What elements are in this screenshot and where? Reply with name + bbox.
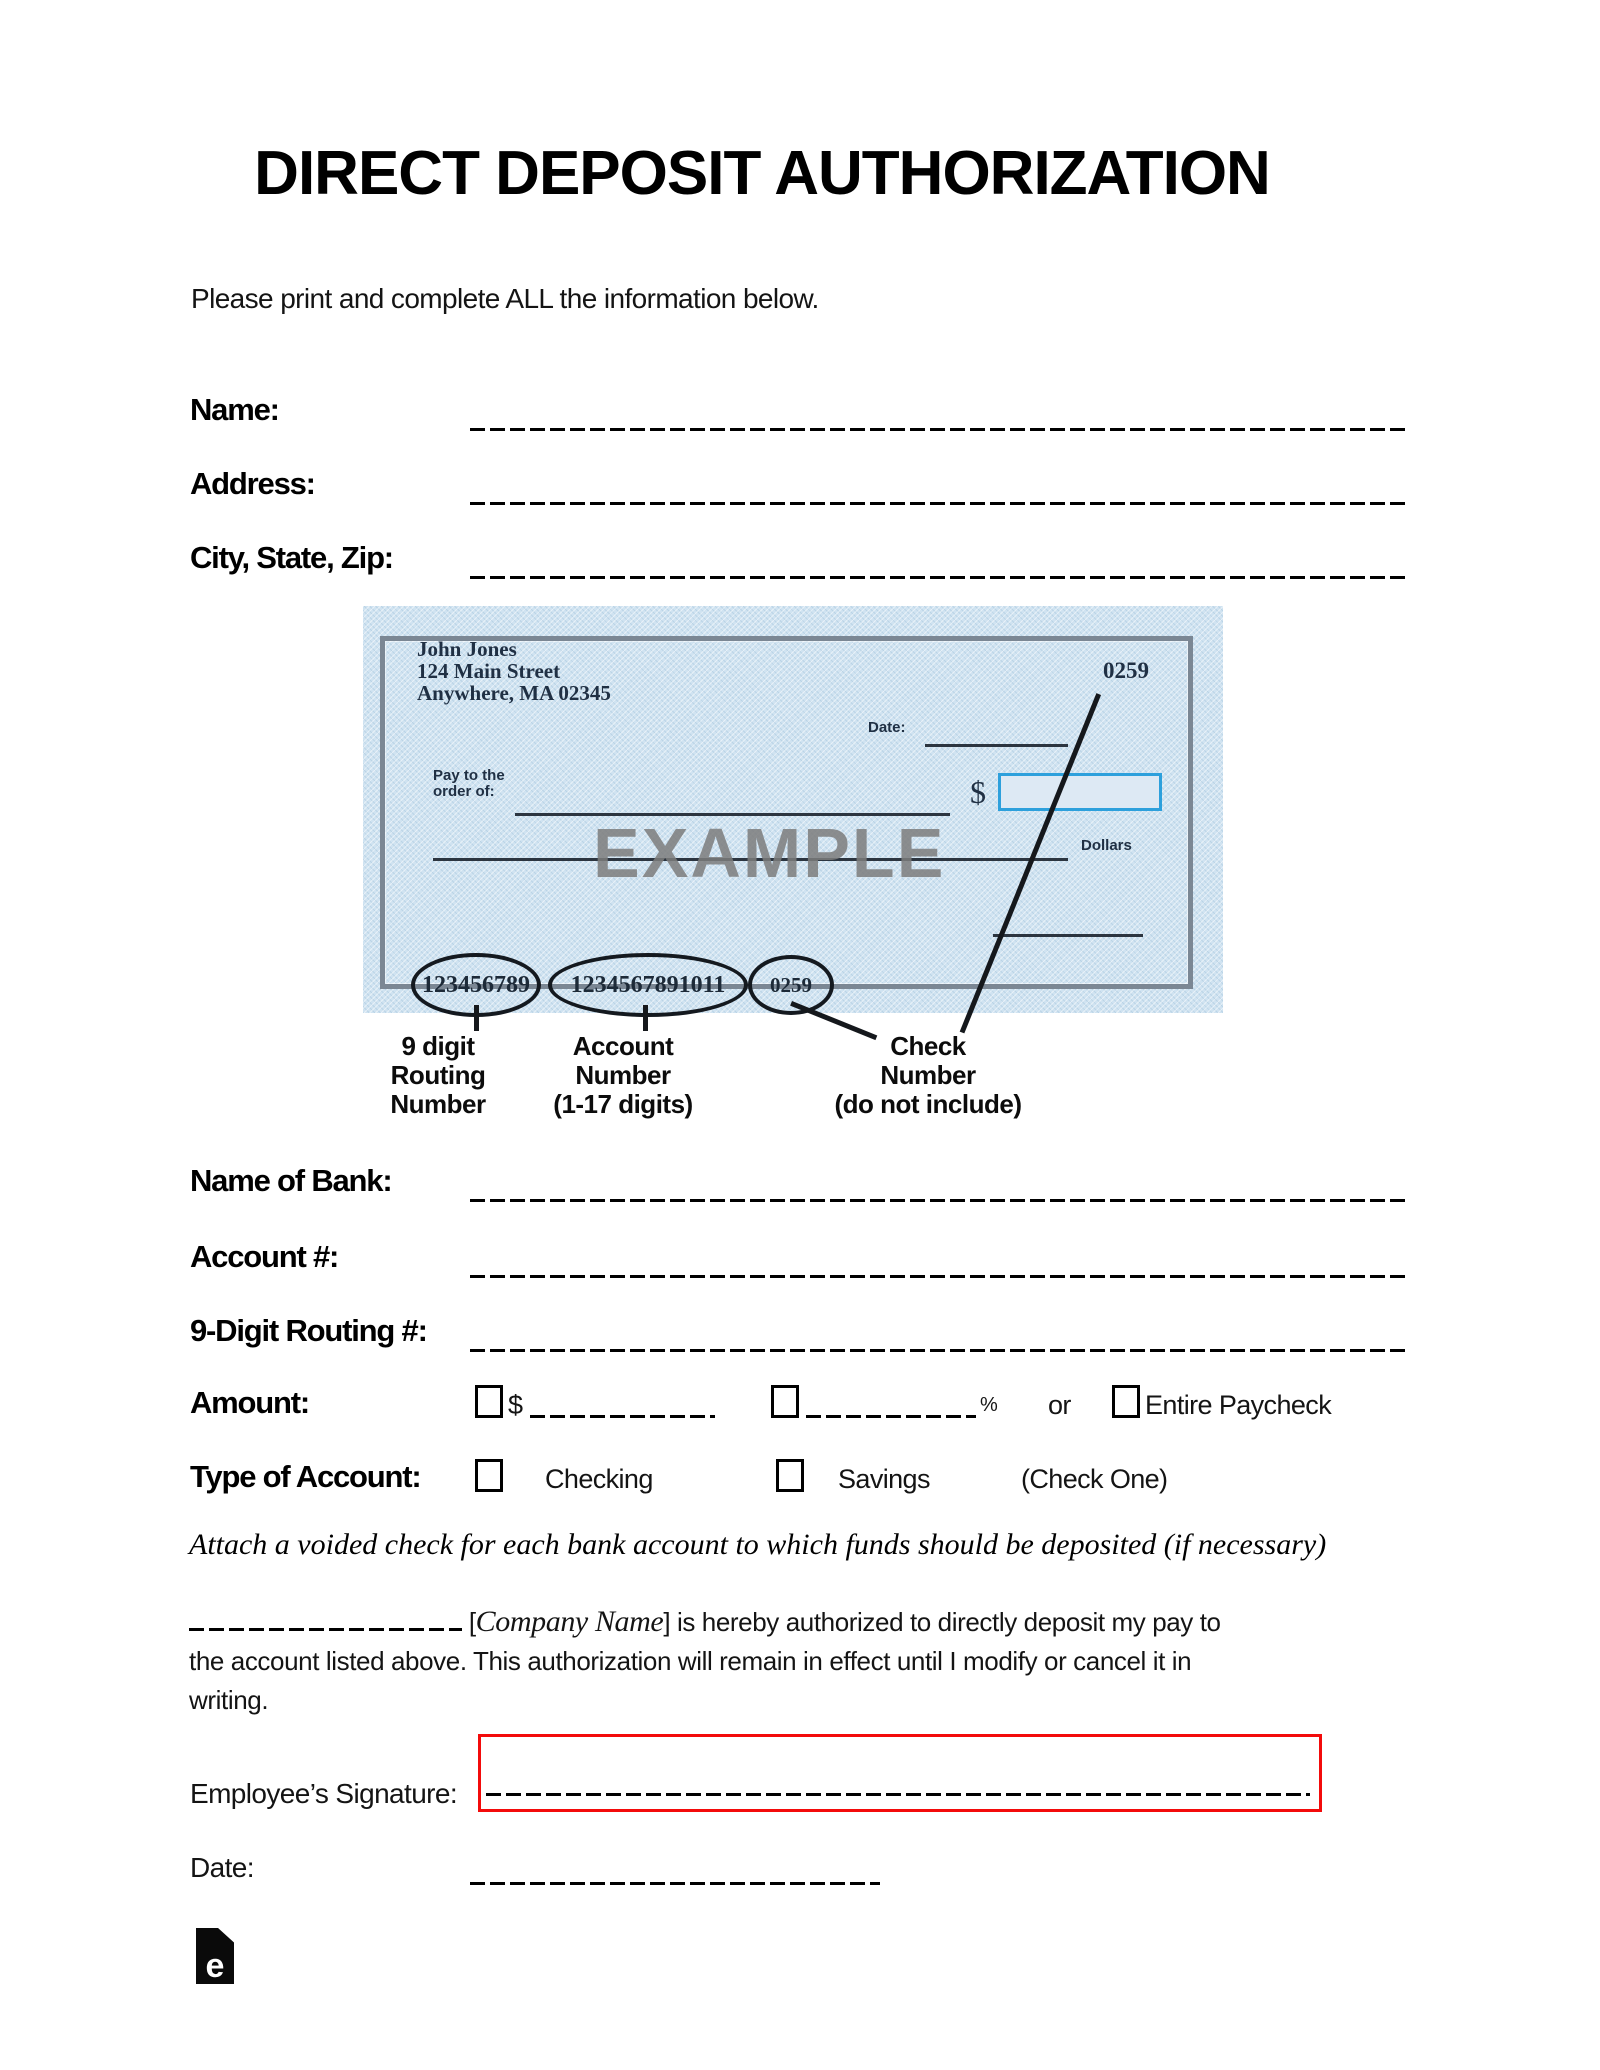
- city-state-zip-label: City, State, Zip:: [190, 540, 393, 575]
- company-name-blank[interactable]: [189, 1609, 462, 1631]
- entire-paycheck-label: Entire Paycheck: [1145, 1390, 1332, 1420]
- authorization-line2-text: the account listed above. This authorization will remain in effect until I modify or cancel it in: [189, 1646, 1192, 1676]
- micr-account-number: 1234567891011: [570, 971, 726, 998]
- check-pay-to-line2: order of:: [433, 783, 495, 800]
- bank-name-label: Name of Bank:: [190, 1163, 392, 1198]
- check-dollars-label: Dollars: [1081, 837, 1132, 854]
- check-date-label: Date:: [868, 719, 906, 736]
- attach-note: Attach a voided check for each bank account to which funds should be deposited (if necessary): [189, 1528, 1327, 1561]
- page-title: DIRECT DEPOSIT AUTHORIZATION: [254, 139, 1270, 208]
- check-one-note: (Check One): [1021, 1464, 1168, 1494]
- check-signature-line: [993, 934, 1143, 937]
- routing-callout-connector-line: [474, 1005, 479, 1031]
- account-callout-connector-line: [643, 1005, 648, 1031]
- check-example-watermark: EXAMPLE: [593, 814, 946, 892]
- callout-routing-line2: Routing: [390, 1060, 486, 1090]
- check-payer-block: [417, 638, 611, 704]
- voided-check-example-image: [363, 606, 1223, 1013]
- amount-dollar-line[interactable]: [530, 1415, 715, 1418]
- callout-account-line1: Account: [572, 1031, 674, 1061]
- callout-account-number: [513, 1032, 733, 1119]
- bracket-close: ]: [663, 1607, 671, 1637]
- micr-check-number: 0259: [770, 972, 812, 997]
- amount-dollar-sign: $: [508, 1390, 523, 1420]
- bracket-open: [: [468, 1607, 476, 1637]
- entire-paycheck-checkbox[interactable]: [1112, 1385, 1140, 1418]
- date-label: Date:: [190, 1852, 254, 1883]
- signature-label: Employee’s Signature:: [190, 1778, 458, 1809]
- callout-check-line3: (do not include): [834, 1089, 1022, 1119]
- callout-check-line2: Number: [880, 1060, 976, 1090]
- amount-percent-checkbox[interactable]: [771, 1385, 799, 1418]
- callout-routing-line3: Number: [390, 1089, 486, 1119]
- signature-field-line[interactable]: [486, 1793, 1310, 1796]
- amount-dollar-checkbox[interactable]: [475, 1385, 503, 1418]
- check-pay-to-label: [433, 768, 505, 800]
- amount-percent-line[interactable]: [806, 1415, 976, 1418]
- check-payer-address-line2: Anywhere, MA 02345: [417, 681, 611, 705]
- bank-name-field-line[interactable]: [470, 1199, 1410, 1202]
- callout-routing-number: [338, 1032, 538, 1119]
- authorization-paragraph: [189, 1602, 1449, 1720]
- name-label: Name:: [190, 392, 279, 427]
- signature-highlight-box: [478, 1734, 1322, 1812]
- name-field-line[interactable]: [470, 428, 1410, 431]
- callout-account-line2: Number: [575, 1060, 671, 1090]
- address-field-line[interactable]: [470, 502, 1410, 505]
- eforms-logo: [196, 1928, 234, 1984]
- check-date-line: [925, 744, 1068, 747]
- date-field-line[interactable]: [470, 1882, 880, 1885]
- or-text: or: [1048, 1390, 1071, 1420]
- micr-account-circle: [548, 953, 748, 1017]
- account-number-label: Account #:: [190, 1239, 339, 1274]
- account-number-field-line[interactable]: [470, 1275, 1410, 1278]
- authorization-line3-text: writing.: [189, 1685, 269, 1715]
- percent-sign: %: [980, 1394, 998, 1416]
- address-label: Address:: [190, 466, 315, 501]
- routing-number-label: 9-Digit Routing #:: [190, 1313, 427, 1348]
- callout-check-line1: Check: [890, 1031, 966, 1061]
- check-amount-box: [998, 773, 1162, 811]
- company-name-placeholder: Company Name: [475, 1605, 664, 1638]
- amount-label: Amount:: [190, 1385, 310, 1420]
- authorization-line1-text: is hereby authorized to directly deposit my pay to: [670, 1607, 1221, 1637]
- callout-check-number: [783, 1032, 1073, 1119]
- savings-label: Savings: [838, 1464, 930, 1494]
- check-payer-name: John Jones: [417, 637, 517, 661]
- savings-checkbox[interactable]: [776, 1459, 804, 1492]
- logo-letter: e: [205, 1947, 225, 1985]
- check-pay-to-line1: Pay to the: [433, 767, 505, 784]
- checking-label: Checking: [545, 1464, 653, 1494]
- callout-routing-line1: 9 digit: [401, 1031, 475, 1061]
- check-payer-address-line1: 124 Main Street: [417, 659, 561, 683]
- routing-number-field-line[interactable]: [470, 1349, 1410, 1352]
- check-amount-dollar-sign: $: [970, 774, 986, 810]
- city-state-zip-field-line[interactable]: [470, 576, 1410, 579]
- micr-routing-number: 123456789: [422, 971, 530, 998]
- callout-account-line3: (1-17 digits): [553, 1089, 693, 1119]
- account-type-label: Type of Account:: [190, 1459, 421, 1494]
- check-number-top: 0259: [1103, 658, 1149, 683]
- instruction-text: Please print and complete ALL the information below.: [191, 283, 819, 314]
- checking-checkbox[interactable]: [475, 1459, 503, 1492]
